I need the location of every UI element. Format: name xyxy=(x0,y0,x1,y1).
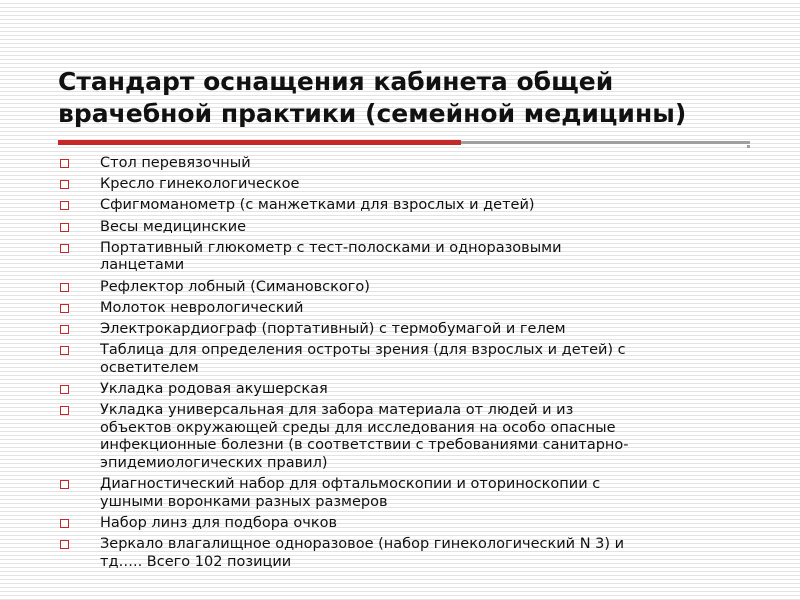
list-item-text: Стол перевязочный xyxy=(100,155,251,171)
list-item xyxy=(58,300,748,318)
title-underline-grey xyxy=(461,141,750,144)
hollow-square-bullet-icon xyxy=(60,223,69,232)
list-item xyxy=(58,321,748,339)
list-item xyxy=(58,279,748,297)
list-item-text: Укладка родовая акушерская xyxy=(100,380,328,397)
slide-title-line: врачебной практики (семейной медицины) xyxy=(58,99,687,128)
list-item-text: Электрокардиограф (портативный) с термобумагой и гелем xyxy=(100,320,566,337)
title-underline-tick xyxy=(747,145,750,148)
hollow-square-bullet-icon xyxy=(60,180,69,189)
equipment-list xyxy=(58,155,748,575)
list-item-text: Диагностический набор для офтальмоскопии и оториноскопии с ушными воронками разных размеров xyxy=(100,476,601,510)
list-item-text: Зеркало влагалищное одноразовое (набор гинекологический N 3) и тд….. Всего 102 позиции xyxy=(100,536,625,570)
list-item-text: Набор линз для подбора очков xyxy=(100,514,338,531)
hollow-square-bullet-icon xyxy=(60,244,69,253)
slide-title xyxy=(58,66,758,130)
hollow-square-bullet-icon xyxy=(60,540,69,549)
list-item xyxy=(58,402,748,472)
hollow-square-bullet-icon xyxy=(60,201,69,210)
hollow-square-bullet-icon xyxy=(60,480,69,489)
hollow-square-bullet-icon xyxy=(60,406,69,415)
list-item-text: Таблица для определения остроты зрения (для взрослых и детей) с осветителем xyxy=(100,342,626,376)
hollow-square-bullet-icon xyxy=(60,325,69,334)
title-underline-accent xyxy=(58,140,461,145)
list-item xyxy=(58,240,748,275)
hollow-square-bullet-icon xyxy=(60,519,69,528)
hollow-square-bullet-icon xyxy=(60,346,69,355)
list-item xyxy=(58,197,748,215)
list-item xyxy=(58,155,748,173)
hollow-square-bullet-icon xyxy=(60,159,69,168)
list-item-text: Укладка универсальная для забора материала от людей и из объектов окружающей среды для исследования на особо опасные инфекционные болезни (в соответствии с требованиями санитарно- эпидемиологических правил) xyxy=(100,402,629,471)
list-item-text: Рефлектор лобный (Симановского) xyxy=(100,278,370,295)
list-item xyxy=(58,381,748,399)
list-item-text: Кресло гинекологическое xyxy=(100,176,300,193)
list-item xyxy=(58,515,748,533)
list-item xyxy=(58,536,748,571)
list-item-text: Портативный глюкометр с тест-полосками и одноразовыми ланцетами xyxy=(100,239,562,274)
list-item-text: Сфигмоманометр (с манжетками для взрослых и детей) xyxy=(100,197,535,214)
list-item-text: Весы медицинские xyxy=(100,218,247,235)
list-item xyxy=(58,219,748,237)
hollow-square-bullet-icon xyxy=(60,385,69,394)
list-item xyxy=(58,176,748,194)
hollow-square-bullet-icon xyxy=(60,283,69,292)
hollow-square-bullet-icon xyxy=(60,304,69,313)
list-item xyxy=(58,476,748,511)
list-item-text: Молоток неврологический xyxy=(100,299,304,316)
list-item xyxy=(58,342,748,377)
slide-title-line: Стандарт оснащения кабинета общей xyxy=(58,67,614,96)
